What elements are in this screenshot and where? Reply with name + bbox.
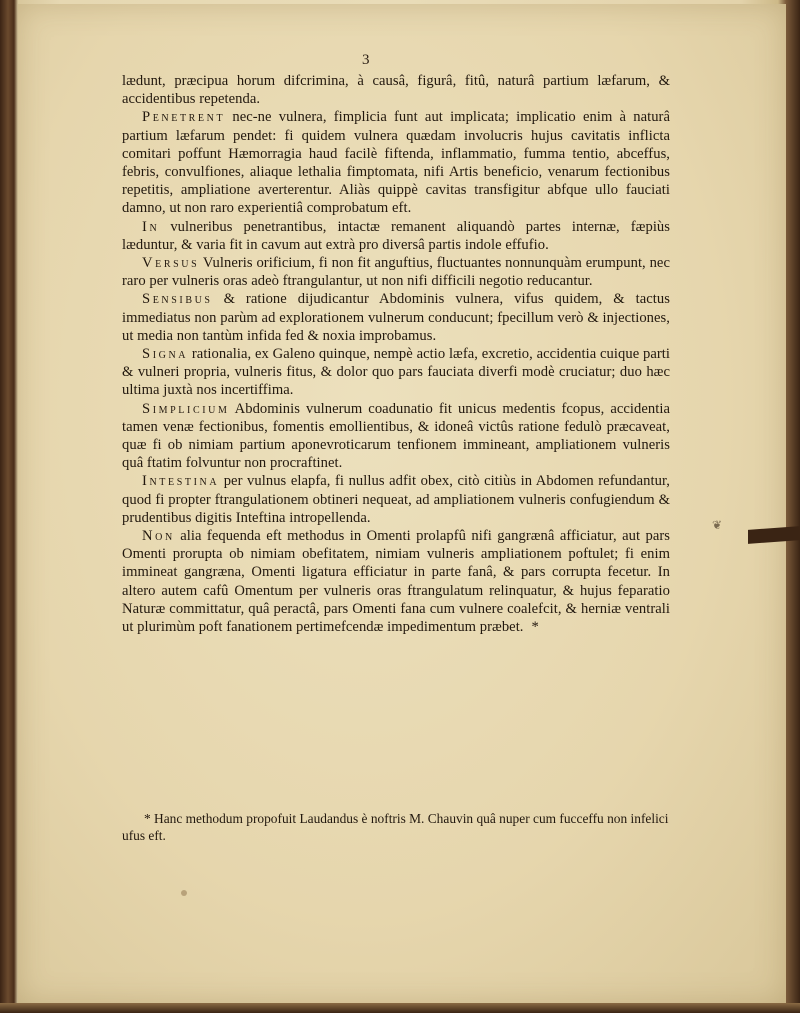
paragraph-lead-word: Simplicium xyxy=(142,400,230,417)
paragraph-body: Abdominis vulnerum coadunatio fit unicus medentis fcopus, accidentia tamen venæ fectionibus, fomentis emollientibus, & idoneâ victûs ratione fedulò præcaveat, quæ fi ob nimiam partium aponevroticarum tenfionem immineant, ampliationem vulneris quâ ftatim folvuntur non procraftinet. xyxy=(122,400,670,472)
paragraph xyxy=(122,218,670,254)
paragraph-body: & ratione dijudicantur Abdominis vulnera, vifus quidem, & tactus immediatus non parùm ad explorationem vulnerum conducunt; fpecillum verò & injectiones, ut media non tantùm infida fed & noxia improbamus. xyxy=(122,291,670,344)
page-bottom-edge xyxy=(0,1003,800,1013)
paragraph-body: vulneribus penetrantibus, intactæ remanent aliquandò partes internæ, fæpiùs læduntur, & varia fit in cavum aut extrà pro diversâ partis indole effufio. xyxy=(122,218,670,253)
page-number: 3 xyxy=(362,52,370,68)
paper-spot xyxy=(181,890,187,896)
paragraph-body: per vulnus elapfa, fi nullus adfit obex, citò citiùs in Abdomen refundantur, quod fi propter ftrangulationem obtineri nequeat, ad ampliationem vulneris confugiendum & prudentibus digitis Inteftina intropellenda. xyxy=(122,473,670,526)
paragraph-lead-word: Intestina xyxy=(142,473,220,490)
footnote-marker: * xyxy=(531,619,539,636)
paragraph xyxy=(122,527,670,636)
paragraph-body: nec-ne vulnera, fimplicia funt aut implicata; implicatio enim à naturâ partium læfarum pendet: fi quidem vulnera quædam involucris hujus cavitatis inflicta comitari poffunt Hæmorragia haud facilè fiftenda, inflammatio, fumma tentio, abceffus, febris, convulfiones, aliaque lethalia fimptomata, nifi Artis beneficio, venarum fectionibus repetitis, ampliatione averterentur. Aliàs quippè cavitas transfigitur abfque ullo fauciati damno, ut non raro experientiâ comprobatum eft. xyxy=(122,109,670,217)
paragraph xyxy=(122,72,670,108)
paragraph-body: rationalia, ex Galeno quinque, nempè actio læfa, excretio, accidentia cuique parti & vulneri propria, vulneris fitus, & dolor quo pars fauciata diverfi modè cruciatur; duo hæc ultima juxtà nos incertiffima. xyxy=(122,346,670,399)
paragraph-lead-word: Non xyxy=(142,528,175,545)
paragraph xyxy=(122,472,670,527)
paragraph-lead-word: Signa xyxy=(142,346,189,363)
body-text xyxy=(122,72,670,636)
paragraph-lead-word: Sensibus xyxy=(142,291,213,308)
paragraph xyxy=(122,254,670,290)
footnote xyxy=(122,810,670,844)
paragraph xyxy=(122,400,670,473)
footnote-text: * Hanc methodum propofuit Laudandus è noftris M. Chauvin quâ nuper cum fucceffu non infelici ufus eft. xyxy=(122,811,669,843)
paragraph-body: alia fequenda eft methodus in Omenti prolapfû nifi gangrænâ afficiatur, aut pars Omenti prorupta ob nimiam obefitatem, nimiam vulneris ampliationem poftulet; fi enim immineat gangræna, Omenti ligatura efficiatur in parte fanâ, & pars corrupta fecetur. In altero autem cafû Omentum per vulneris oras ftrangulatum relinquatur, & hujus feparatio Naturæ committatur, quâ peractâ, pars Omenti fana cum vulnere coalefcit, & herniæ ventrali ut plurimùm poft fanationem pertimefcendæ impedimentum præbet. xyxy=(122,528,670,636)
paragraph-lead-word: In xyxy=(142,218,160,235)
paragraph xyxy=(122,345,670,400)
paragraph-body: Vulneris orificium, fi non fit anguftius, fluctuantes nonnunquàm erumpunt, nec raro per vulneris oras adeò ftrangulantur, ut non nifi difficili negotio reducantur. xyxy=(122,255,670,290)
paragraph-lead-word: Penetrent xyxy=(142,109,226,126)
paragraph xyxy=(122,108,670,217)
paragraph xyxy=(122,290,670,345)
margin-mark: ❦ xyxy=(712,518,723,532)
paragraph-body: lædunt, præcipua horum difcrimina, à causâ, figurâ, fitû, naturâ partium læfarum, & accidentibus repetenda. xyxy=(122,73,670,108)
paragraph-lead-word: Versus xyxy=(142,255,200,272)
